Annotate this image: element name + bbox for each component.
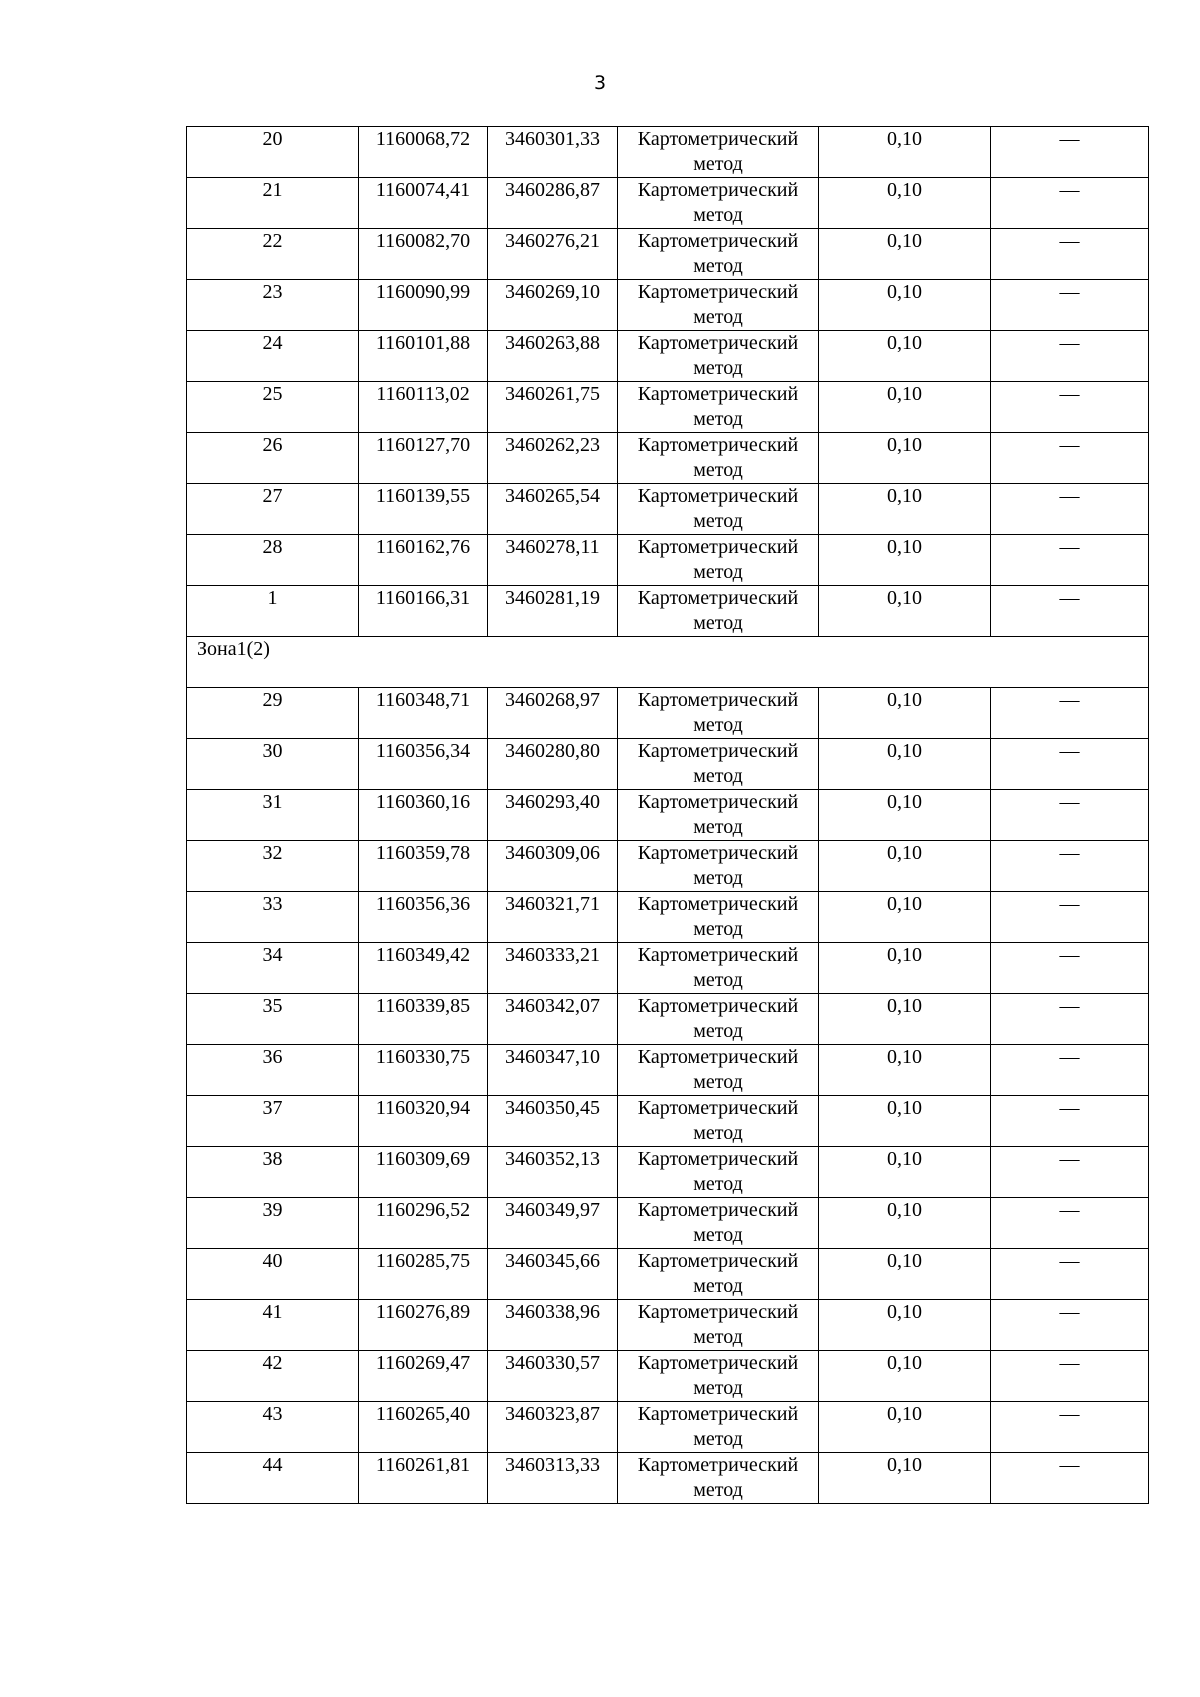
- method-line-2: метод: [693, 204, 743, 226]
- accuracy-value: 0,10: [819, 280, 991, 331]
- zone-section: [187, 637, 1149, 688]
- coordinates-table-body-after-zone: [187, 688, 1149, 1504]
- description-dash: —: [991, 688, 1149, 739]
- accuracy-value: 0,10: [819, 790, 991, 841]
- point-number: 34: [187, 943, 359, 994]
- y-coordinate: 3460309,06: [488, 841, 618, 892]
- point-number: 40: [187, 1249, 359, 1300]
- y-coordinate: 3460349,97: [488, 1198, 618, 1249]
- table-row: [187, 586, 1149, 637]
- y-coordinate: 3460347,10: [488, 1045, 618, 1096]
- y-coordinate: 3460278,11: [488, 535, 618, 586]
- method-cell: [618, 1249, 819, 1300]
- y-coordinate: 3460321,71: [488, 892, 618, 943]
- y-coordinate: 3460293,40: [488, 790, 618, 841]
- y-coordinate: 3460269,10: [488, 280, 618, 331]
- point-number: 41: [187, 1300, 359, 1351]
- point-number: 32: [187, 841, 359, 892]
- method-line-2: метод: [693, 1428, 743, 1450]
- method-cell: [618, 892, 819, 943]
- y-coordinate: 3460280,80: [488, 739, 618, 790]
- method-cell: [618, 1147, 819, 1198]
- y-coordinate: 3460350,45: [488, 1096, 618, 1147]
- method-cell: [618, 1096, 819, 1147]
- table-row: [187, 943, 1149, 994]
- accuracy-value: 0,10: [819, 1351, 991, 1402]
- accuracy-value: 0,10: [819, 433, 991, 484]
- table-row: [187, 994, 1149, 1045]
- y-coordinate: 3460342,07: [488, 994, 618, 1045]
- point-number: 20: [187, 127, 359, 178]
- method-line-1: Картометрический: [637, 1148, 799, 1170]
- method-line-2: метод: [693, 1479, 743, 1501]
- method-line-2: метод: [693, 561, 743, 583]
- table-row: [187, 229, 1149, 280]
- point-number: 35: [187, 994, 359, 1045]
- method-cell: [618, 1402, 819, 1453]
- method-line-2: метод: [693, 1122, 743, 1144]
- point-number: 37: [187, 1096, 359, 1147]
- accuracy-value: 0,10: [819, 739, 991, 790]
- x-coordinate: 1160113,02: [359, 382, 488, 433]
- method-line-1: Картометрический: [637, 1250, 799, 1272]
- method-line-1: Картометрический: [637, 1199, 799, 1221]
- method-line-2: метод: [693, 714, 743, 736]
- point-number: 36: [187, 1045, 359, 1096]
- method-line-2: метод: [693, 510, 743, 532]
- point-number: 31: [187, 790, 359, 841]
- accuracy-value: 0,10: [819, 127, 991, 178]
- table-row: [187, 739, 1149, 790]
- y-coordinate: 3460286,87: [488, 178, 618, 229]
- method-cell: [618, 739, 819, 790]
- x-coordinate: 1160339,85: [359, 994, 488, 1045]
- table-row: [187, 433, 1149, 484]
- point-number: 24: [187, 331, 359, 382]
- point-number: 21: [187, 178, 359, 229]
- method-line-1: Картометрический: [637, 1301, 799, 1323]
- method-cell: [618, 280, 819, 331]
- method-line-1: Картометрический: [637, 179, 799, 201]
- accuracy-value: 0,10: [819, 178, 991, 229]
- description-dash: —: [991, 1351, 1149, 1402]
- description-dash: —: [991, 484, 1149, 535]
- y-coordinate: 3460323,87: [488, 1402, 618, 1453]
- x-coordinate: 1160090,99: [359, 280, 488, 331]
- point-number: 27: [187, 484, 359, 535]
- x-coordinate: 1160101,88: [359, 331, 488, 382]
- accuracy-value: 0,10: [819, 331, 991, 382]
- y-coordinate: 3460268,97: [488, 688, 618, 739]
- point-number: 23: [187, 280, 359, 331]
- description-dash: —: [991, 1300, 1149, 1351]
- table-row: [187, 127, 1149, 178]
- table-row: [187, 1300, 1149, 1351]
- method-cell: [618, 229, 819, 280]
- accuracy-value: 0,10: [819, 382, 991, 433]
- point-number: 26: [187, 433, 359, 484]
- method-line-1: Картометрический: [637, 281, 799, 303]
- method-line-2: метод: [693, 1377, 743, 1399]
- method-cell: [618, 790, 819, 841]
- method-line-1: Картометрический: [637, 1097, 799, 1119]
- method-line-1: Картометрический: [637, 1403, 799, 1425]
- x-coordinate: 1160349,42: [359, 943, 488, 994]
- method-cell: [618, 127, 819, 178]
- method-line-2: метод: [693, 306, 743, 328]
- x-coordinate: 1160309,69: [359, 1147, 488, 1198]
- method-line-2: метод: [693, 612, 743, 634]
- method-line-2: метод: [693, 1020, 743, 1042]
- accuracy-value: 0,10: [819, 994, 991, 1045]
- method-line-2: метод: [693, 459, 743, 481]
- y-coordinate: 3460301,33: [488, 127, 618, 178]
- x-coordinate: 1160356,34: [359, 739, 488, 790]
- x-coordinate: 1160320,94: [359, 1096, 488, 1147]
- point-number: 1: [187, 586, 359, 637]
- point-number: 22: [187, 229, 359, 280]
- y-coordinate: 3460330,57: [488, 1351, 618, 1402]
- method-line-2: метод: [693, 153, 743, 175]
- y-coordinate: 3460338,96: [488, 1300, 618, 1351]
- accuracy-value: 0,10: [819, 1300, 991, 1351]
- accuracy-value: 0,10: [819, 1453, 991, 1504]
- x-coordinate: 1160166,31: [359, 586, 488, 637]
- description-dash: —: [991, 892, 1149, 943]
- method-line-2: метод: [693, 918, 743, 940]
- method-cell: [618, 331, 819, 382]
- method-cell: [618, 1453, 819, 1504]
- accuracy-value: 0,10: [819, 841, 991, 892]
- x-coordinate: 1160276,89: [359, 1300, 488, 1351]
- method-line-2: метод: [693, 765, 743, 787]
- method-line-1: Картометрический: [637, 128, 799, 150]
- accuracy-value: 0,10: [819, 1096, 991, 1147]
- method-cell: [618, 943, 819, 994]
- description-dash: —: [991, 586, 1149, 637]
- accuracy-value: 0,10: [819, 943, 991, 994]
- point-number: 33: [187, 892, 359, 943]
- table-row: [187, 790, 1149, 841]
- accuracy-value: 0,10: [819, 229, 991, 280]
- method-line-1: Картометрический: [637, 536, 799, 558]
- method-cell: [618, 994, 819, 1045]
- method-line-1: Картометрический: [637, 740, 799, 762]
- method-line-1: Картометрический: [637, 1046, 799, 1068]
- method-cell: [618, 433, 819, 484]
- point-number: 42: [187, 1351, 359, 1402]
- method-cell: [618, 1351, 819, 1402]
- x-coordinate: 1160269,47: [359, 1351, 488, 1402]
- description-dash: —: [991, 178, 1149, 229]
- y-coordinate: 3460352,13: [488, 1147, 618, 1198]
- method-line-1: Картометрический: [637, 434, 799, 456]
- table-row: [187, 331, 1149, 382]
- x-coordinate: 1160285,75: [359, 1249, 488, 1300]
- accuracy-value: 0,10: [819, 586, 991, 637]
- point-number: 30: [187, 739, 359, 790]
- zone-heading-row: [187, 637, 1149, 688]
- description-dash: —: [991, 943, 1149, 994]
- x-coordinate: 1160330,75: [359, 1045, 488, 1096]
- method-line-2: метод: [693, 408, 743, 430]
- description-dash: —: [991, 1045, 1149, 1096]
- method-line-1: Картометрический: [637, 944, 799, 966]
- method-line-2: метод: [693, 1326, 743, 1348]
- description-dash: —: [991, 280, 1149, 331]
- point-number: 28: [187, 535, 359, 586]
- description-dash: —: [991, 1198, 1149, 1249]
- y-coordinate: 3460345,66: [488, 1249, 618, 1300]
- method-cell: [618, 1300, 819, 1351]
- description-dash: —: [991, 739, 1149, 790]
- method-line-1: Картометрический: [637, 842, 799, 864]
- description-dash: —: [991, 1453, 1149, 1504]
- table-row: [187, 1351, 1149, 1402]
- point-number: 43: [187, 1402, 359, 1453]
- description-dash: —: [991, 1096, 1149, 1147]
- method-cell: [618, 688, 819, 739]
- description-dash: —: [991, 790, 1149, 841]
- method-cell: [618, 535, 819, 586]
- method-line-1: Картометрический: [637, 485, 799, 507]
- point-number: 39: [187, 1198, 359, 1249]
- point-number: 29: [187, 688, 359, 739]
- method-line-2: метод: [693, 255, 743, 277]
- x-coordinate: 1160074,41: [359, 178, 488, 229]
- table-row: [187, 841, 1149, 892]
- method-line-1: Картометрический: [637, 689, 799, 711]
- x-coordinate: 1160360,16: [359, 790, 488, 841]
- method-line-1: Картометрический: [637, 587, 799, 609]
- point-number: 44: [187, 1453, 359, 1504]
- x-coordinate: 1160162,76: [359, 535, 488, 586]
- table-row: [187, 178, 1149, 229]
- y-coordinate: 3460281,19: [488, 586, 618, 637]
- table-row: [187, 1249, 1149, 1300]
- accuracy-value: 0,10: [819, 1402, 991, 1453]
- method-line-1: Картометрический: [637, 230, 799, 252]
- accuracy-value: 0,10: [819, 535, 991, 586]
- description-dash: —: [991, 1402, 1149, 1453]
- x-coordinate: 1160296,52: [359, 1198, 488, 1249]
- method-cell: [618, 178, 819, 229]
- description-dash: —: [991, 535, 1149, 586]
- method-cell: [618, 484, 819, 535]
- accuracy-value: 0,10: [819, 484, 991, 535]
- method-cell: [618, 841, 819, 892]
- description-dash: —: [991, 841, 1149, 892]
- method-line-2: метод: [693, 1071, 743, 1093]
- accuracy-value: 0,10: [819, 1198, 991, 1249]
- method-cell: [618, 382, 819, 433]
- y-coordinate: 3460276,21: [488, 229, 618, 280]
- y-coordinate: 3460265,54: [488, 484, 618, 535]
- method-cell: [618, 1045, 819, 1096]
- x-coordinate: 1160265,40: [359, 1402, 488, 1453]
- description-dash: —: [991, 331, 1149, 382]
- method-line-2: метод: [693, 1224, 743, 1246]
- table-row: [187, 1045, 1149, 1096]
- method-cell: [618, 1198, 819, 1249]
- description-dash: —: [991, 229, 1149, 280]
- x-coordinate: 1160068,72: [359, 127, 488, 178]
- method-line-2: метод: [693, 969, 743, 991]
- y-coordinate: 3460333,21: [488, 943, 618, 994]
- method-line-2: метод: [693, 816, 743, 838]
- coordinates-table-body-before-zone: [187, 127, 1149, 637]
- table-row: [187, 1147, 1149, 1198]
- y-coordinate: 3460313,33: [488, 1453, 618, 1504]
- method-line-1: Картометрический: [637, 383, 799, 405]
- x-coordinate: 1160082,70: [359, 229, 488, 280]
- method-line-1: Картометрический: [637, 1454, 799, 1476]
- x-coordinate: 1160359,78: [359, 841, 488, 892]
- description-dash: —: [991, 994, 1149, 1045]
- x-coordinate: 1160261,81: [359, 1453, 488, 1504]
- point-number: 25: [187, 382, 359, 433]
- x-coordinate: 1160127,70: [359, 433, 488, 484]
- table-row: [187, 280, 1149, 331]
- method-line-1: Картометрический: [637, 893, 799, 915]
- accuracy-value: 0,10: [819, 1249, 991, 1300]
- coordinates-table: [186, 126, 1149, 1504]
- table-row: [187, 535, 1149, 586]
- method-line-1: Картометрический: [637, 995, 799, 1017]
- table-row: [187, 1096, 1149, 1147]
- page-number: 3: [593, 72, 607, 94]
- table-row: [187, 484, 1149, 535]
- description-dash: —: [991, 1249, 1149, 1300]
- table-row: [187, 1198, 1149, 1249]
- method-line-1: Картометрический: [637, 332, 799, 354]
- method-line-1: Картометрический: [637, 1352, 799, 1374]
- y-coordinate: 3460261,75: [488, 382, 618, 433]
- method-line-1: Картометрический: [637, 791, 799, 813]
- y-coordinate: 3460262,23: [488, 433, 618, 484]
- accuracy-value: 0,10: [819, 892, 991, 943]
- x-coordinate: 1160356,36: [359, 892, 488, 943]
- method-line-2: метод: [693, 357, 743, 379]
- method-line-2: метод: [693, 1173, 743, 1195]
- x-coordinate: 1160139,55: [359, 484, 488, 535]
- method-line-2: метод: [693, 1275, 743, 1297]
- accuracy-value: 0,10: [819, 1045, 991, 1096]
- method-line-2: метод: [693, 867, 743, 889]
- description-dash: —: [991, 382, 1149, 433]
- table-row: [187, 892, 1149, 943]
- accuracy-value: 0,10: [819, 1147, 991, 1198]
- table-row: [187, 688, 1149, 739]
- table-row: [187, 1453, 1149, 1504]
- table-row: [187, 1402, 1149, 1453]
- method-cell: [618, 586, 819, 637]
- table-row: [187, 382, 1149, 433]
- zone-label: Зона1(2): [187, 637, 1149, 688]
- description-dash: —: [991, 433, 1149, 484]
- y-coordinate: 3460263,88: [488, 331, 618, 382]
- x-coordinate: 1160348,71: [359, 688, 488, 739]
- description-dash: —: [991, 1147, 1149, 1198]
- description-dash: —: [991, 127, 1149, 178]
- point-number: 38: [187, 1147, 359, 1198]
- accuracy-value: 0,10: [819, 688, 991, 739]
